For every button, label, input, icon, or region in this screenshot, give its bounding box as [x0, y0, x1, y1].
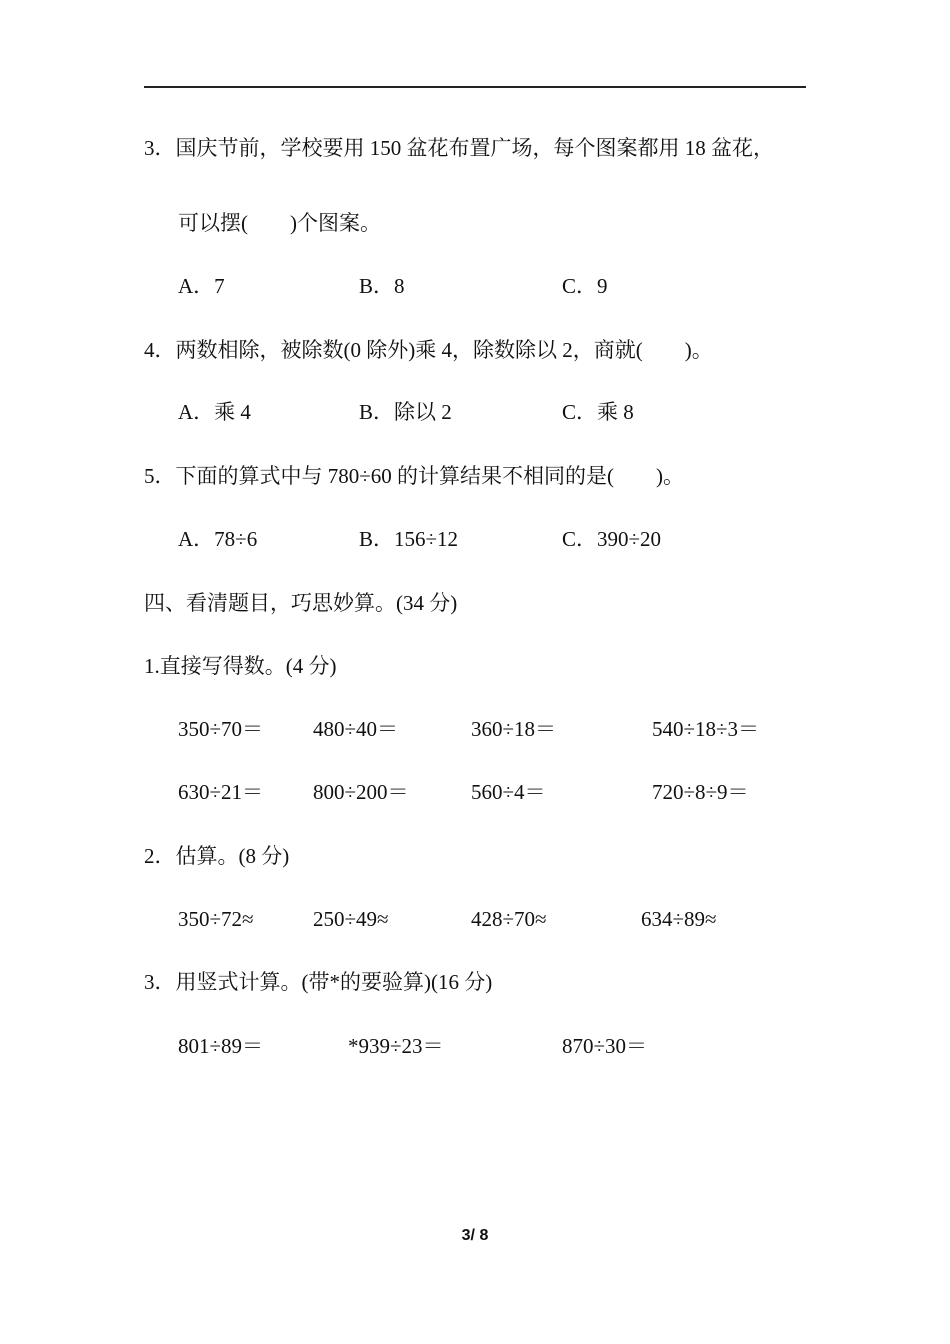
- part-2-title: 2．估算。(8 分): [144, 844, 290, 868]
- question-3-option-a: A．7: [178, 274, 225, 298]
- question-3-line-1: 3．国庆节前，学校要用 150 盆花布置广场，每个图案都用 18 盆花，: [144, 136, 774, 160]
- estimate-item: 634÷89≈: [641, 907, 717, 931]
- section-4-title: 四、看清题目，巧思妙算。(34 分): [144, 591, 458, 615]
- question-3-option-c: C．9: [562, 274, 608, 298]
- estimate-item: 350÷72≈: [178, 907, 254, 931]
- part-1-title: 1.直接写得数。(4 分): [144, 654, 337, 678]
- estimate-item: 428÷70≈: [471, 907, 547, 931]
- question-3-line-2: 可以摆( )个图案。: [178, 211, 381, 235]
- oral-calc-item: 540÷18÷3＝: [652, 717, 760, 741]
- question-5-text: 5．下面的算式中与 780÷60 的计算结果不相同的是( )。: [144, 464, 685, 488]
- question-4-option-b: B．除以 2: [359, 400, 452, 424]
- part-3-title: 3．用竖式计算。(带*的要验算)(16 分): [144, 970, 493, 994]
- oral-calc-item: 480÷40＝: [313, 717, 399, 741]
- question-5-option-a: A．78÷6: [178, 527, 258, 551]
- oral-calc-item: 560÷4＝: [471, 780, 546, 804]
- vertical-calc-item: 870÷30＝: [562, 1034, 648, 1058]
- oral-calc-item: 630÷21＝: [178, 780, 264, 804]
- header-rule: [144, 86, 806, 88]
- question-4-text: 4．两数相除，被除数(0 除外)乘 4，除数除以 2，商就( )。: [144, 338, 713, 362]
- estimate-item: 250÷49≈: [313, 907, 389, 931]
- oral-calc-item: 720÷8÷9＝: [652, 780, 749, 804]
- question-5-option-c: C．390÷20: [562, 527, 662, 551]
- vertical-calc-item: 801÷89＝: [178, 1034, 264, 1058]
- vertical-calc-item: *939÷23＝: [348, 1034, 444, 1058]
- oral-calc-item: 360÷18＝: [471, 717, 557, 741]
- oral-calc-item: 350÷70＝: [178, 717, 264, 741]
- oral-calc-item: 800÷200＝: [313, 780, 409, 804]
- page-number: 3/ 8: [461, 1227, 489, 1244]
- question-4-option-a: A．乘 4: [178, 400, 251, 424]
- question-5-option-b: B．156÷12: [359, 527, 459, 551]
- question-3-option-b: B．8: [359, 274, 405, 298]
- question-4-option-c: C．乘 8: [562, 400, 634, 424]
